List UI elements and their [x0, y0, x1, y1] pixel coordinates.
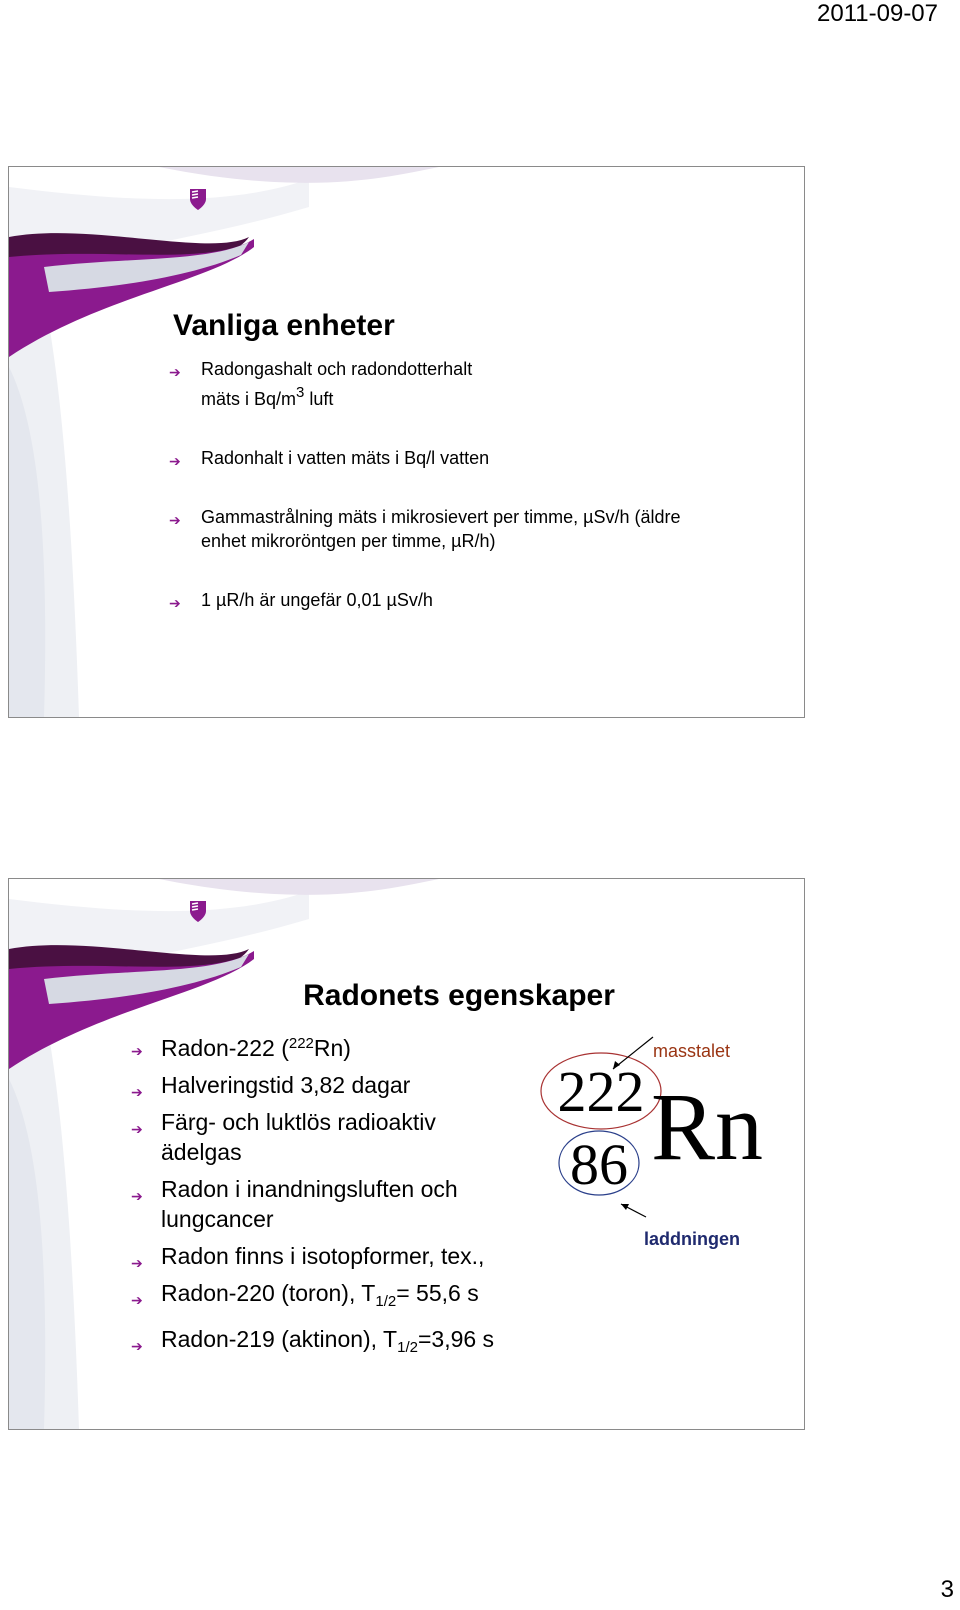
slide-vanliga-enheter: [8, 166, 805, 718]
atomic-number: 86: [570, 1132, 628, 1197]
bullet-list: [131, 1029, 551, 1370]
arrow-bullet-icon: ➔: [131, 1121, 143, 1137]
arrow-bullet-icon: ➔: [169, 364, 181, 380]
bullet-item: ➔ Radon-219 (aktinon), $T_{1/2}=3,96$ s: [131, 1324, 551, 1363]
nuclide-notation: [529, 1029, 789, 1229]
page-date: 2011-09-07: [817, 0, 938, 27]
mass-number: 222: [557, 1059, 645, 1124]
page-number: 3: [940, 1576, 954, 1603]
arrow-bullet-icon: ➔: [131, 1084, 143, 1100]
arrow-bullet-icon: ➔: [131, 1338, 143, 1354]
bullet-item: ➔ 1 µR/h är ungefär 0,01 µSv/h: [169, 588, 769, 612]
slide-radonets-egenskaper: [8, 878, 805, 1430]
arrow-bullet-icon: ➔: [169, 595, 181, 611]
bullet-item: ➔ Radon-220 (toron), $T_{1/2}= 55,6$ s: [131, 1278, 551, 1317]
arrow-bullet-icon: ➔: [169, 512, 181, 528]
arrow-bullet-icon: ➔: [169, 453, 181, 469]
charge-label: laddningen: [644, 1229, 740, 1249]
bullet-item: ➔ Halveringstid 3,82 dagar: [131, 1070, 551, 1100]
bullet-item: ➔ Radon i inandningsluften och lungcancer: [131, 1176, 458, 1232]
mass-number-label: masstalet: [653, 1041, 731, 1061]
arrow-bullet-icon: ➔: [131, 1292, 143, 1308]
bullet-item: ➔ Färg- och luktlös radioaktiv ädelgas: [131, 1109, 436, 1165]
bullet-list: [169, 357, 769, 647]
arrow-bullet-icon: ➔: [131, 1255, 143, 1271]
slide-title: Radonets egenskaper: [303, 979, 615, 1012]
slide-title: Vanliga enheter: [173, 309, 395, 342]
bullet-item: ➔ Gammastrålning mäts i mikrosievert per timme, µSv/h (äldre enhet mikroröntgen per timme, µR/h): [169, 507, 681, 551]
arrow-bullet-icon: ➔: [131, 1043, 143, 1059]
bullet-item: ➔ Radon-222 ($^{222}$Rn): [131, 1029, 551, 1063]
bullet-item: ➔ Radonhalt i vatten mäts i Bq/l vatten: [169, 446, 769, 470]
bullet-item: ➔ Radongashalt och radondotterhalt mäts i $Bq/m^3$ luft: [169, 359, 473, 409]
element-symbol: Rn: [651, 1073, 764, 1180]
shield-logo-icon: [189, 899, 207, 923]
arrow-bullet-icon: ➔: [131, 1188, 143, 1204]
shield-logo-icon: [189, 187, 207, 211]
bullet-item: ➔ Radon finns i isotopformer, tex.,: [131, 1241, 551, 1271]
